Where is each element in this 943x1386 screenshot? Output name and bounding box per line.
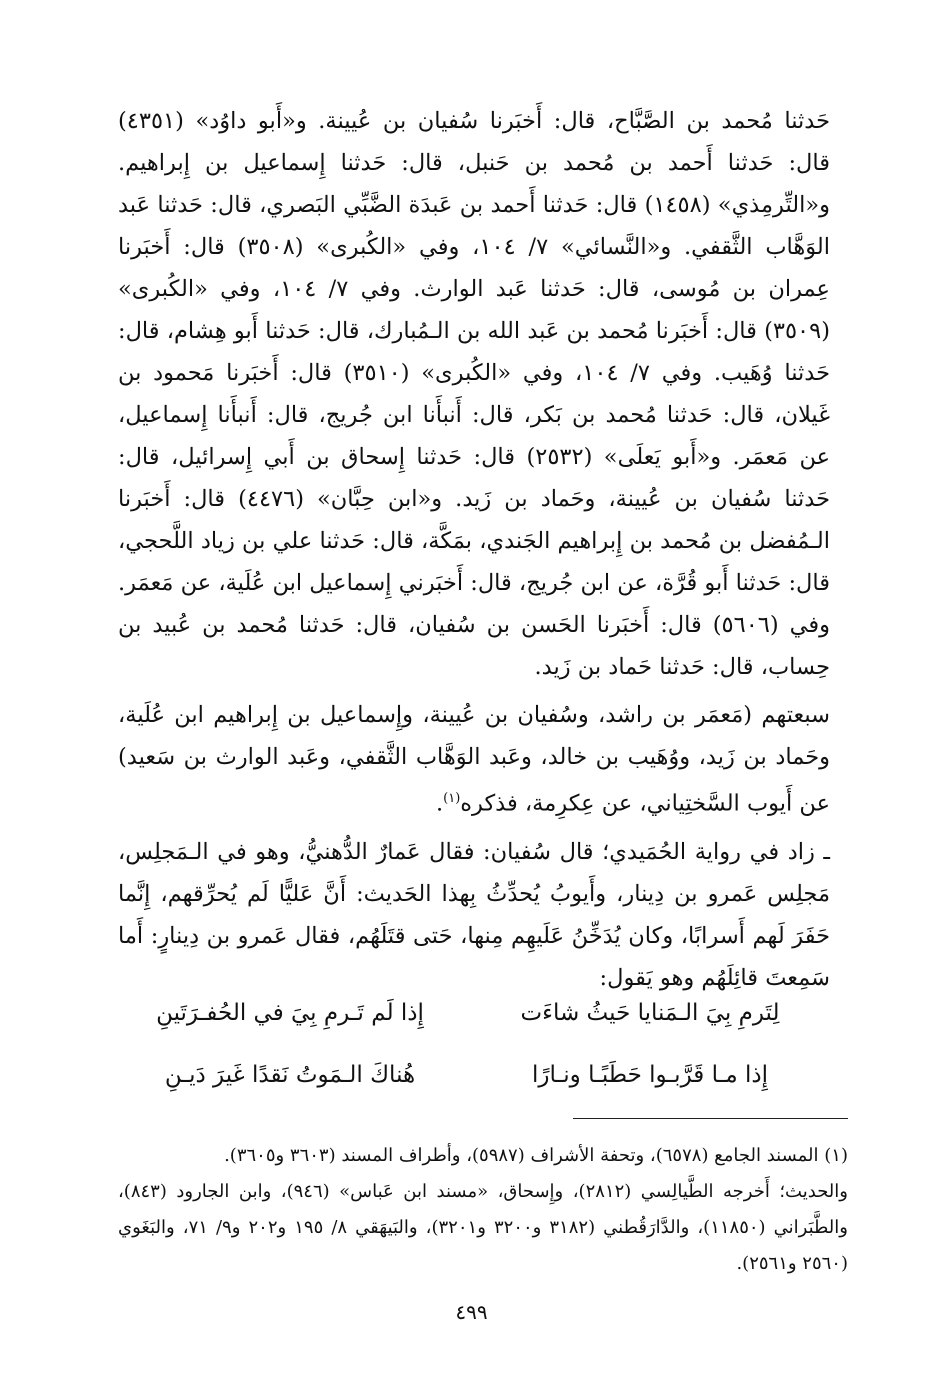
footnote-marker: (١): [443, 791, 461, 806]
narrators-summary-paragraph: سبعتهم (مَعمَر بن راشد، وسُفيان بن عُيينة، وإِسماعيل بن إِبراهيم ابن عُلَية، وحَماد بن زَيد، ووُهَيب بن خالد، وعَبد الوَهَّاب الثَّقفي، وعَبد الوارث بن سَعيد) عن أَيوب السَّختِياني، عن عِكرِمة، فذكره$^{(١)}$.: [118, 702, 830, 817]
page-number: ٤٩٩: [455, 1300, 488, 1324]
addition-paragraph: ـ زاد في رواية الحُمَيدي؛ قال سُفيان: فقال عَمارٌ الدُّهنيُّ، وهو في الـمَجلِس، مَجلِس عَمرو بن دِينار، وأَيوبُ يُحدِّثُ بِهذا الحَديث: أَنَّ عَليًّا لَم يُحرِّقهم، إِنَّما حَفَرَ لَهم أَسرابًا، وكان يُدَخِّنُ عَلَيهِم مِنها، حَتى قتَلَهُم، فقال عَمرو بن دِينارٍ: أَما سَمِعتَ قائِلَهُم وهو يَقول:: [118, 838, 830, 991]
verse-second-hemistich: هُناكَ الـمَوتُ نَقدًا غَيرَ دَيـنِ: [164, 1062, 416, 1088]
footnote-sources: والحديث؛ أَخرجه الطَّيالِسي (٢٨١٢)، وإِسحاق، «مسند ابن عَباس» (٩٤٦)، وابن الجارود (٨٤٣)، والطَّبَراني (١١٨٥٠)، والدَّارَقُطني (٣١٨٢ و٣٢٠٠ و٣٢٠١)، والبَيهَقي ٨/ ١٩٥ و٢٠٢ و٩/ ٧١، والبَغَوي (٢٥٦٠ و٢٥٦١).: [118, 1181, 848, 1274]
poem: [140, 982, 800, 1106]
verse-first-hemistich: إِذا مـا قَرَّبـوا حَطَبًـا ونـارًا: [532, 1062, 768, 1088]
verse-first-hemistich: لِتَرمِ بِيَ الـمَنايا حَيثُ شاءَت: [520, 1000, 780, 1026]
narrators-summary-text: سبعتهم (مَعمَر بن راشد، وسُفيان بن عُيينة، وإِسماعيل بن إِبراهيم ابن عُلَية، وحَماد بن زَيد، ووُهَيب بن خالد، وعَبد الوَهَّاب الثَّقفي، وعَبد الوارث بن سَعيد) عن أَيوب السَّختِياني، عن عِكرِمة، فذكره: [118, 702, 830, 817]
footnotes: [118, 1138, 848, 1282]
poem-verse: [140, 1044, 800, 1106]
poem-verse: [140, 982, 800, 1044]
footnote-separator: [573, 1118, 848, 1119]
main-text: [118, 100, 830, 1005]
footnote-references: (١) المسند الجامع (٦٥٧٨)، وتحفة الأشراف (٥٩٨٧)، وأطراف المسند (٣٦٠٣ و٣٦٠٥).: [224, 1145, 848, 1166]
verse-second-hemistich: إِذا لَم تَـرمِ بِيَ في الحُفـرَتَينِ: [156, 1000, 424, 1026]
hadith-chain-paragraph: حَدثنا مُحمد بن الصَّبَّاح، قال: أَخبَرنا سُفيان بن عُيينة. و«أَبو داوُد» (٤٣٥١) قال: حَدثنا أَحمد بن مُحمد بن حَنبل، قال: حَدثنا إِسماعيل بن إِبراهيم. و«التِّرمِذي» (١٤٥٨) قال: حَدثنا أَحمد بن عَبدَة الضَّبِّي البَصري، قال: حَدثنا عَبد الوَهَّاب الثَّقفي. و«النَّسائي» ٧/ ١٠٤، وفي «الكُبرى» (٣٥٠٨) قال: أَخبَرنا عِمران بن مُوسى، قال: حَدثنا عَبد الوارث. وفي ٧/ ١٠٤، وفي «الكُبرى» (٣٥٠٩) قال: أَخبَرنا مُحمد بن عَبد الله بن الـمُبارك، قال: حَدثنا أَبو هِشام، قال: حَدثنا وُهَيب. وفي ٧/ ١٠٤، وفي «الكُبرى» (٣٥١٠) قال: أَخبَرنا مَحمود بن غَيلان، قال: حَدثنا مُحمد بن بَكر، قال: أَنبأَنا ابن جُريج، قال: أَنبأَنا إِسماعيل، عن مَعمَر. و«أَبو يَعلَى» (٢٥٣٢) قال: حَدثنا إِسحاق بن أَبي إِسرائيل، قال: حَدثنا سُفيان بن عُيينة، وحَماد بن زَيد. و«ابن حِبَّان» (٤٤٧٦) قال: أَخبَرنا الـمُفضل بن مُحمد بن إِبراهيم الجَندي، بمَكَّة، قال: حَدثنا علي بن زياد اللَّحجي، قال: حَدثنا أَبو قُرَّة، عن ابن جُريج، قال: أَخبَرني إِسماعيل ابن عُلَية، عن مَعمَر. وفي (٥٦٠٦) قال: أَخبَرنا الحَسن بن سُفيان، قال: حَدثنا مُحمد بن عُبيد بن حِساب، قال: حَدثنا حَماد بن زَيد.: [118, 108, 831, 680]
